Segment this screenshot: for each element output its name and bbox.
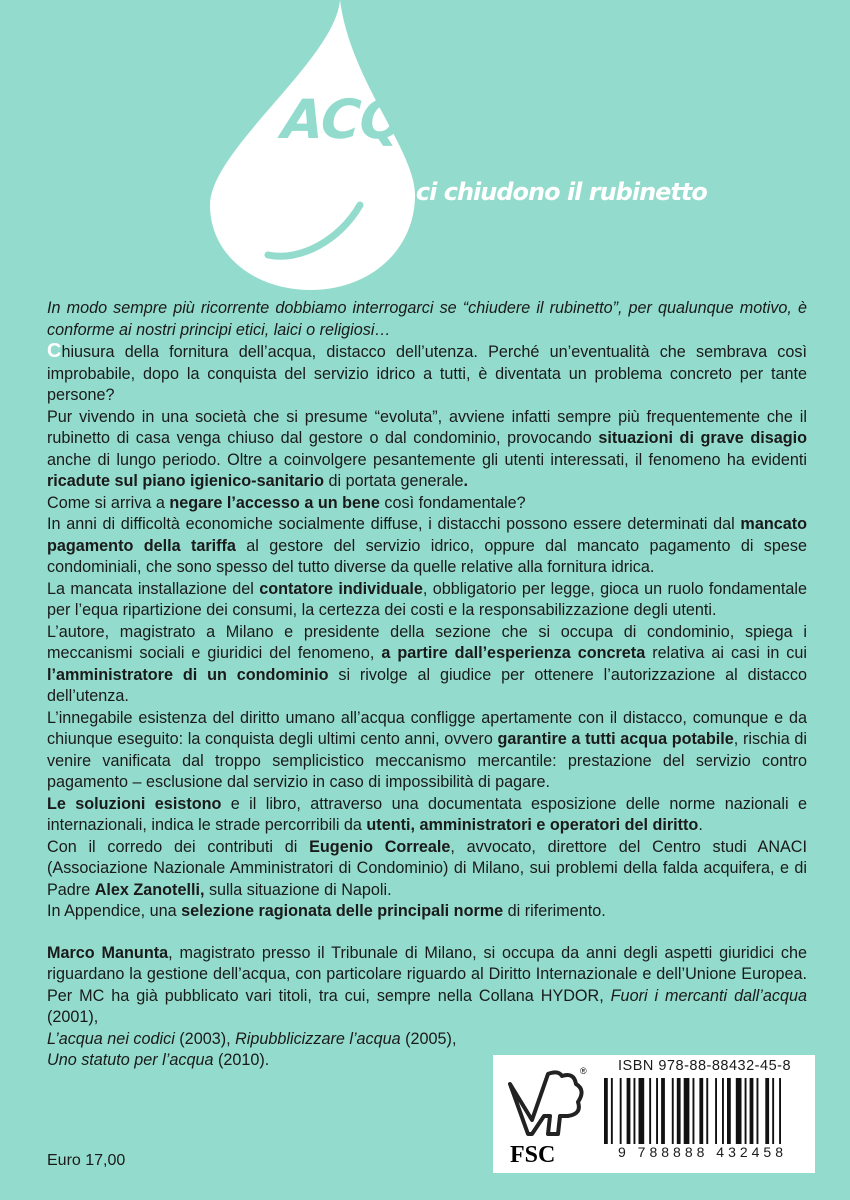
barcode-bar [772, 1078, 774, 1144]
barcode-number: 9 788888 432458 [600, 1144, 805, 1160]
book-reference: Ripubblicizzare l’acqua [235, 1029, 401, 1048]
barcode-bar [649, 1078, 651, 1144]
paragraph-4 [47, 514, 807, 579]
emphasis: . [463, 472, 469, 490]
price: Euro 17,00 [47, 1152, 126, 1169]
dropcap: C [47, 340, 62, 362]
barcode-bar [656, 1078, 658, 1144]
barcode-bar [715, 1078, 717, 1144]
paragraph-text: . [698, 816, 703, 834]
paragraph-text: hiusura della fornitura dell’acqua, distacco dell’utenza. Perché un’eventualità che sembrava così improbabile, dopo la conquista del servizio idrico a tutti, è diventata un problema concreto per tante persone? [47, 343, 807, 404]
barcode-bar [672, 1078, 674, 1144]
paragraph-text: così fondamentale? [379, 493, 526, 512]
paragraph-text: relativa ai casi in cui [645, 644, 807, 662]
barcode-bar [699, 1078, 703, 1144]
bio-text: (2005), [400, 1029, 457, 1048]
paragraph-text: e il libro, attraverso una documentata esposizione delle norme nazionali e internazionali, indica le strade percorribili da [47, 794, 807, 834]
paragraph-2 [47, 407, 807, 493]
paragraph-text: anche di lungo periodo. Oltre a coinvolgere pesantemente gli utenti interessati, il fenomeno ha evidenti [47, 450, 807, 469]
emphasis: l’amministratore di un condominio [47, 665, 329, 684]
blurb [47, 298, 807, 1072]
barcode-bar [684, 1078, 690, 1144]
barcode-bar [661, 1078, 665, 1144]
barcode-bar [736, 1078, 742, 1144]
paragraph-text: , avvocato, direttore del Centro studi ANACI (Associazione Nazionale Amministratori di Condominio) di Milano, sui problemi della falda acquifera, e di Padre [47, 837, 807, 899]
barcode-bar [706, 1078, 708, 1144]
barcode-bar [639, 1078, 645, 1144]
emphasis: Alex Zanotelli, [94, 880, 205, 899]
bio-text: (2001), [47, 1008, 99, 1026]
barcode-bar [604, 1078, 608, 1144]
emphasis: garantire a tutti acqua potabile [497, 730, 734, 748]
registered-mark: ® [580, 1066, 587, 1076]
intro-paragraph: In modo sempre più ricorrente dobbiamo interrogarci se “chiudere il rubinetto”, per qualunque motivo, è conforme ai nostri principi etici, laici o religiosi… [47, 299, 807, 339]
paragraph-text: al gestore del servizio idrico, oppure dal mancato pagamento di spese condominiali, che sono spesso del tutto diverse da quelle relative alla fornitura idrica. [47, 536, 808, 576]
bio-text: (2010). [213, 1051, 270, 1069]
emphasis: a partire dall’esperienza concreta [381, 644, 646, 662]
paragraph-1 [47, 341, 807, 407]
bio-text: (2003), [174, 1029, 236, 1048]
paragraph-text: Con il corredo dei contributi di [47, 837, 310, 856]
author-bio [47, 943, 807, 1072]
emphasis: mancato pagamento della tariffa [47, 515, 807, 555]
emphasis: ricadute sul piano igienico-sanitario [47, 472, 325, 490]
paragraph-text: si rivolge al giudice per ottenere l’autorizzazione al distacco dell’utenza. [47, 665, 807, 705]
paragraph-5 [47, 579, 807, 622]
paragraph-text: di riferimento. [503, 902, 606, 920]
paragraph-text: Come si arriva a [47, 493, 170, 512]
paragraph-text: In Appendice, una [47, 902, 182, 920]
book-reference: L’acqua nei codici [47, 1029, 175, 1048]
paragraph-text: L’autore, magistrato a Milano e presidente della sezione che si occupa di condominio, spiega i meccanismi sociali e giuridici del fenomeno, [47, 622, 807, 662]
barcode-bar [620, 1078, 622, 1144]
emphasis: contatore individuale [259, 579, 423, 598]
paragraph-6 [47, 622, 807, 708]
barcode-bar [757, 1078, 759, 1144]
emphasis: utenti, amministratori e operatori del diritto [366, 816, 699, 834]
paragraph-text: L’innegabile esistenza del diritto umano all’acqua confligge apertamente con il distacco, comunque e da chiunque eseguito: la conquista degli ultimi cento anni, ovvero [47, 708, 807, 748]
emphasis: Eugenio Correale [309, 837, 451, 856]
emphasis: Le soluzioni esistono [47, 794, 222, 813]
book-reference: Uno statuto per l’acqua [47, 1051, 214, 1069]
isbn-label: ISBN 978-88-88432-45-8 [618, 1058, 792, 1074]
paragraph-7 [47, 708, 807, 794]
paragraph-text: sulla situazione di Napoli. [204, 880, 392, 899]
emphasis: selezione ragionata delle principali norme [181, 902, 504, 920]
barcode-bar [745, 1078, 747, 1144]
paragraph-10 [47, 901, 807, 923]
barcode-bar [727, 1078, 731, 1144]
paragraph-3 [47, 493, 807, 515]
paragraph-9 [47, 837, 807, 902]
barcode-bar [722, 1078, 724, 1144]
book-title: ACQUA [279, 88, 489, 151]
emphasis: situazioni di grave disagio [598, 429, 807, 447]
paragraph-text: La mancata installazione del [47, 579, 260, 598]
emphasis: negare l’accesso a un bene [169, 493, 380, 512]
book-subtitle: se ci chiudono il rubinetto [380, 178, 707, 206]
paragraph-text: di portata generale [324, 472, 464, 490]
bio-text: , magistrato presso il Tribunale di Milano, si occupa da anni degli aspetti giuridici che riguardano la gestione dell’acqua, con particolare riguardo al Diritto Internazionale e dell’Unione Europea. Per MC ha già pubblicato vari titoli, tra cui, sempre nella Collana HYDOR, [47, 943, 807, 1005]
barcode-bar [611, 1078, 613, 1144]
book-reference: Fuori i mercanti dall’acqua [610, 986, 807, 1005]
barcode-bar [750, 1078, 754, 1144]
fsc-tree-check-icon [500, 1062, 590, 1167]
paragraph-text: , rischia di venire vanificata dal troppo semplicistico meccanismo mercantile: prestazione del servizio contro pagamento – esclusione dal servizio in caso di impossibilità di pagare. [47, 730, 807, 791]
barcode-bar [677, 1078, 681, 1144]
paragraph-text: In anni di difficoltà economiche socialmente diffuse, i distacchi possono essere determinati dal [47, 515, 741, 533]
author-name: Marco Manunta [47, 943, 169, 962]
barcode-bar [634, 1078, 636, 1144]
paragraph-8 [47, 794, 807, 837]
fsc-label: FSC [510, 1142, 556, 1167]
barcode-bar [765, 1078, 769, 1144]
paragraph-text: , obbligatorio per legge, gioca un ruolo fondamentale per l’equa ripartizione dei consumi, la certezza dei costi e la responsabilizzazione degli utenti. [47, 579, 807, 619]
barcode-bar [693, 1078, 695, 1144]
barcode-bar [627, 1078, 631, 1144]
paragraph-text: Pur vivendo in una società che si presume “evoluta”, avviene infatti sempre più frequentemente che il rubinetto di casa venga chiuso dal gestore o dal condominio, provocando [47, 407, 807, 447]
barcode-bar [779, 1078, 781, 1144]
